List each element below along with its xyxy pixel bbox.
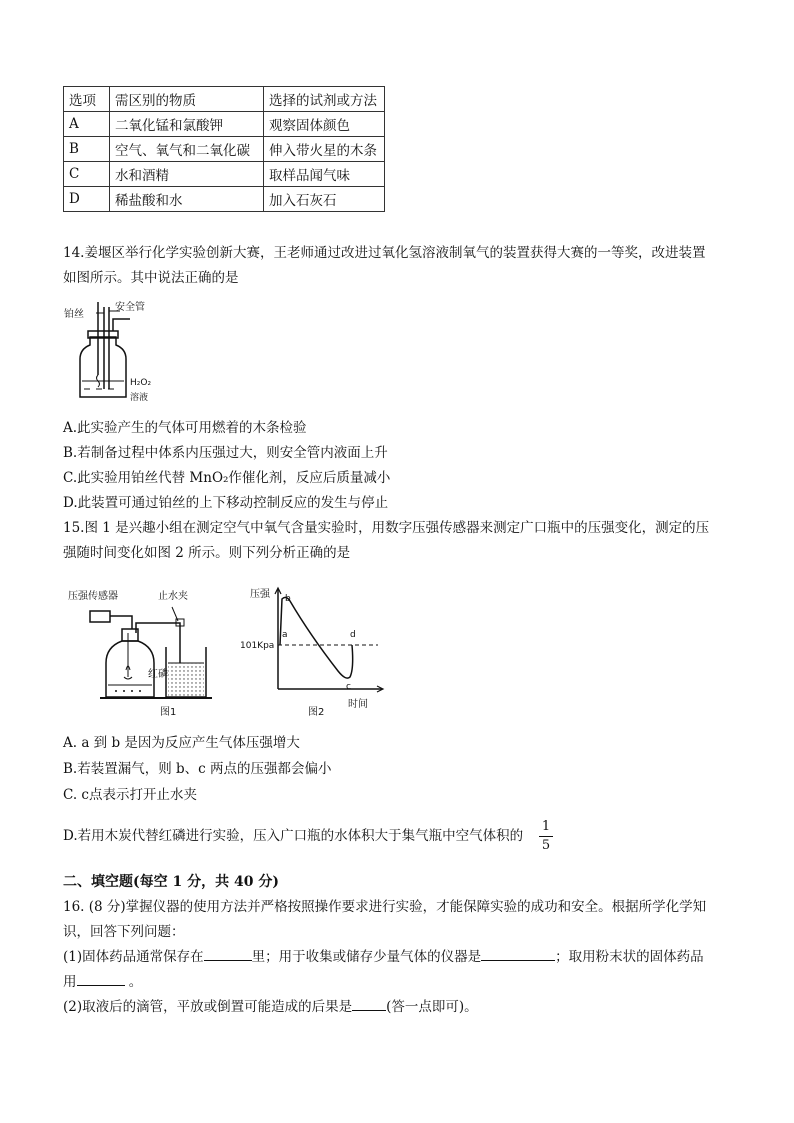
options-table xyxy=(63,86,385,212)
h2o2-label: H₂O₂ xyxy=(130,378,152,388)
platinum-wire-label: 铂丝 xyxy=(64,309,84,320)
q15-option-d: D.若用木炭代替红磷进行实验，压入广口瓶的水体积大于集气瓶中空气体积的 xyxy=(63,828,524,844)
table-cell: 空气、氧气和二氧化碳 xyxy=(110,137,264,162)
table-header-row xyxy=(64,87,385,112)
q16-p1-text-b: 里；用于收集或储存少量气体的仪器是 xyxy=(251,949,482,965)
figure-1-caption: 图1 xyxy=(160,707,177,718)
q16-p1-text-a: (1)固体药品通常保存在 xyxy=(63,949,204,965)
water-clamp-label: 止水夹 xyxy=(158,591,188,602)
q15-option-c: C. c点表示打开止水夹 xyxy=(63,787,197,803)
time-axis-label: 时间 xyxy=(348,699,368,710)
figure-2-caption: 图2 xyxy=(308,707,325,718)
table-cell: C xyxy=(64,162,110,187)
point-b-label: b xyxy=(285,594,291,604)
q16-stem-line2: 识，回答下列问题： xyxy=(63,924,185,940)
table-cell: D xyxy=(64,187,110,212)
q15-option-a: A. a 到 b 是因为反应产生气体压强增大 xyxy=(63,735,300,751)
q14-option-c: C.此实验用铂丝代替 MnO₂作催化剂，反应后质量减小 xyxy=(63,470,391,486)
table-cell: 加入石灰石 xyxy=(264,187,385,212)
q16-p2-text-b: (答一点即可)。 xyxy=(386,999,478,1015)
table-row xyxy=(64,162,385,187)
table-cell: A xyxy=(64,112,110,137)
table-cell: 伸入带火星的木条 xyxy=(264,137,385,162)
red-phosphorus-label: 红磷 xyxy=(148,669,168,680)
table-cell: 二氧化锰和氯酸钾 xyxy=(110,112,264,137)
q15-figure-2 xyxy=(238,585,388,720)
table-cell: 取样品闻气味 xyxy=(264,162,385,187)
q14-stem-line2: 如图所示。其中说法正确的是 xyxy=(63,270,239,286)
table-cell: 观察固体颜色 xyxy=(264,112,385,137)
q16-part1-line2 xyxy=(63,971,142,992)
fraction-denominator: 5 xyxy=(541,838,551,853)
safety-tube-label: 安全管 xyxy=(115,302,145,313)
fraction-numerator: 1 xyxy=(541,819,551,834)
q15-stem-line1: 15.图 1 是兴趣小组在测定空气中氧气含量实验时，用数字压强传感器来测定广口瓶中的压强变化，测定的压 xyxy=(63,520,710,536)
q14-stem-line1: 14.姜堰区举行化学实验创新大赛，王老师通过改进过氧化氢溶液制氧气的装置获得大赛的一等奖，改进装置 xyxy=(63,245,706,261)
pressure-sensor-label: 压强传感器 xyxy=(68,591,118,602)
q16-p1-text-d: 用 xyxy=(63,974,77,990)
reference-pressure-label: 101Kpa xyxy=(240,641,275,651)
fraction-one-fifth xyxy=(539,819,553,854)
point-d-label: d xyxy=(350,630,356,640)
table-row xyxy=(64,137,385,162)
answer-blank[interactable] xyxy=(77,971,125,986)
q15-figure-1 xyxy=(62,585,222,720)
q16-p1-text-c: ；取用粉末状的固体药品 xyxy=(555,949,704,965)
table-cell: 选项 xyxy=(64,87,110,112)
q16-p2-text-a: (2)取液后的滴管，平放或倒置可能造成的后果是 xyxy=(63,999,353,1015)
q16-p1-text-e: 。 xyxy=(124,974,143,990)
answer-blank[interactable] xyxy=(352,996,386,1011)
table-cell: 需区别的物质 xyxy=(110,87,264,112)
table-cell: B xyxy=(64,137,110,162)
pressure-axis-label: 压强 xyxy=(250,589,270,600)
q14-option-a: A.此实验产生的气体可用燃着的木条检验 xyxy=(63,420,307,436)
q15-stem-line2: 强随时间变化如图 2 所示。则下列分析正确的是 xyxy=(63,545,351,561)
table-row xyxy=(64,112,385,137)
answer-blank[interactable] xyxy=(481,946,555,961)
answer-blank[interactable] xyxy=(204,946,252,961)
table-cell: 稀盐酸和水 xyxy=(110,187,264,212)
q14-option-b: B.若制备过程中体系内压强过大，则安全管内液面上升 xyxy=(63,445,388,461)
table-cell: 选择的试剂或方法 xyxy=(264,87,385,112)
point-a-label: a xyxy=(282,630,288,640)
q16-part2-line xyxy=(63,996,478,1017)
point-c-label: c xyxy=(346,682,351,692)
table-cell: 水和酒精 xyxy=(110,162,264,187)
q16-part1-line1 xyxy=(63,946,704,967)
q14-option-d: D.此装置可通过铂丝的上下移动控制反应的发生与停止 xyxy=(63,495,389,511)
table-row xyxy=(64,187,385,212)
q15-option-b: B.若装置漏气，则 b、c 两点的压强都会偏小 xyxy=(63,761,332,777)
q14-apparatus-figure xyxy=(60,297,160,407)
q16-stem-line1: 16. (8 分)掌握仪器的使用方法并严格按照操作要求进行实验，才能保障实验的成功和安全。根据所学化学知 xyxy=(63,899,707,915)
section-title: 二、填空题(每空 1 分，共 40 分) xyxy=(63,874,279,890)
solution-label: 溶液 xyxy=(130,393,149,403)
